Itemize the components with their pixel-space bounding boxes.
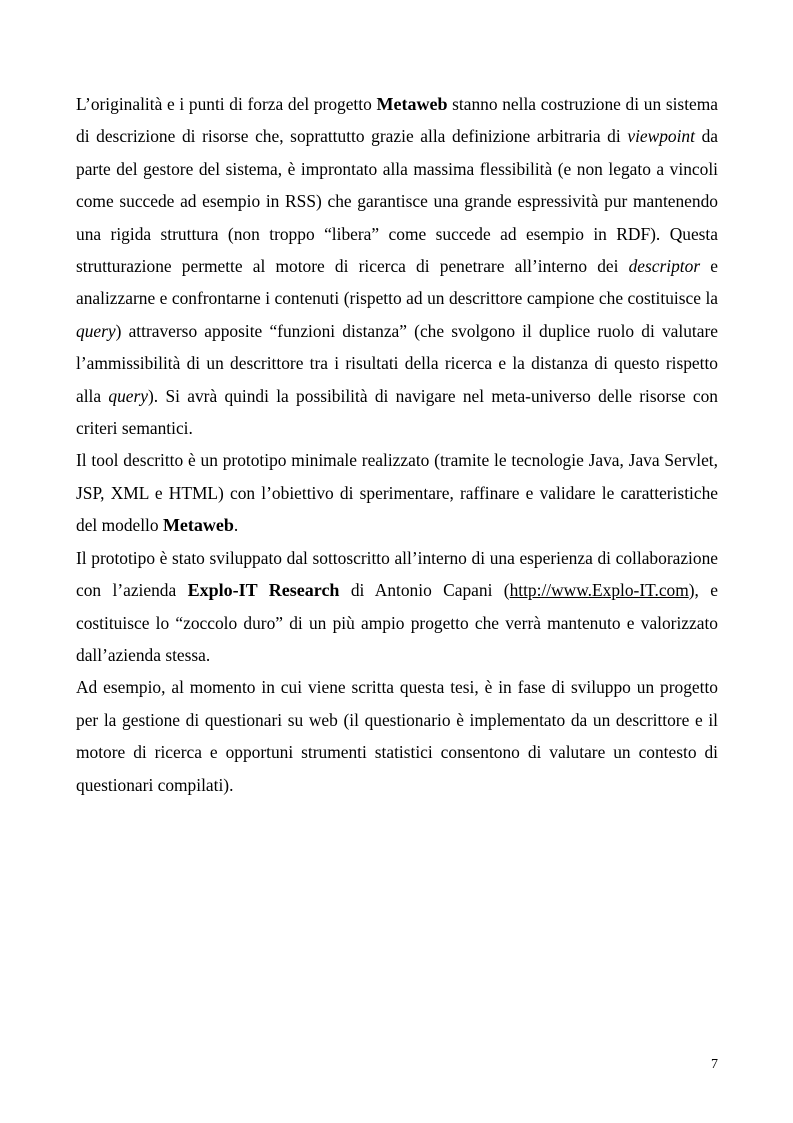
query-italic: query bbox=[108, 385, 149, 406]
text-run: L’originalità e i punti di forza del progetto bbox=[76, 94, 377, 114]
viewpoint-italic: viewpoint bbox=[627, 126, 695, 147]
company-url-link[interactable]: http://www.Explo-IT.com bbox=[509, 580, 689, 601]
text-run: ), e costituisce lo “zoccolo duro” di un più ampio progetto che verrà mantenuto e valorizzato dall’azienda stessa. bbox=[76, 580, 718, 665]
metaweb-bold: Metaweb bbox=[162, 515, 234, 536]
page-body bbox=[76, 88, 718, 801]
paragraph-tool bbox=[76, 444, 718, 541]
text-run: ) attraverso apposite “funzioni distanza” (che svolgono il duplice ruolo di valutare l’ammissibilità di un descrittore tra i risultati della ricerca e la distanza di questo rispetto alla bbox=[76, 320, 718, 406]
paragraph-example bbox=[76, 671, 718, 801]
metaweb-bold: Metaweb bbox=[376, 94, 448, 114]
text-run: di Antonio Capani ( bbox=[339, 580, 510, 601]
paragraph-prototype bbox=[76, 542, 718, 672]
text-run: Ad esempio, al momento in cui viene scritta questa tesi, è in fase di sviluppo un progetto per la gestione di questionari su web (il questionario è implementato da un descrittore e il motore di ricerca e opportuni strumenti statistici consentono di valutare un contesto di questionari compilati). bbox=[76, 677, 718, 795]
query-italic: query bbox=[76, 320, 116, 341]
company-name-bold: Explo-IT Research bbox=[187, 580, 340, 601]
text-run: . bbox=[233, 515, 239, 536]
text-run: e analizzarne e confrontarne i contenuti (rispetto ad un descrittore campione che costituisce la bbox=[76, 256, 718, 309]
text-run: da parte del gestore del sistema, è improntato alla massima flessibilità (e non legato a vincoli come succede ad esempio in RSS) che garantisce una grande espressività pur mantenendo una rigida struttura (non troppo “libera” come succede ad esempio in RDF). Questa strutturazione permette al motore di ricerca di penetrare all’interno dei bbox=[76, 126, 719, 277]
text-run: Il prototipo è stato sviluppato dal sottoscritto all’interno di una esperienza di collaborazione con l’azienda bbox=[76, 547, 718, 601]
page-number: 7 bbox=[711, 1057, 718, 1072]
text-run: Il tool descritto è un prototipo minimale realizzato (tramite le tecnologie Java, Java Servlet, JSP, XML e HTML) con l’obiettivo di sperimentare, raffinare e validare le caratteristiche del modello bbox=[76, 450, 718, 536]
text-run: stanno nella costruzione di un sistema di descrizione di risorse che, soprattutto grazie alla definizione arbitraria di bbox=[76, 94, 718, 147]
paragraph-originality bbox=[76, 88, 718, 444]
text-run: ). Si avrà quindi la possibilità di navigare nel meta-universo delle risorse con criteri semantici. bbox=[76, 385, 718, 439]
descriptor-italic: descriptor bbox=[628, 256, 701, 277]
